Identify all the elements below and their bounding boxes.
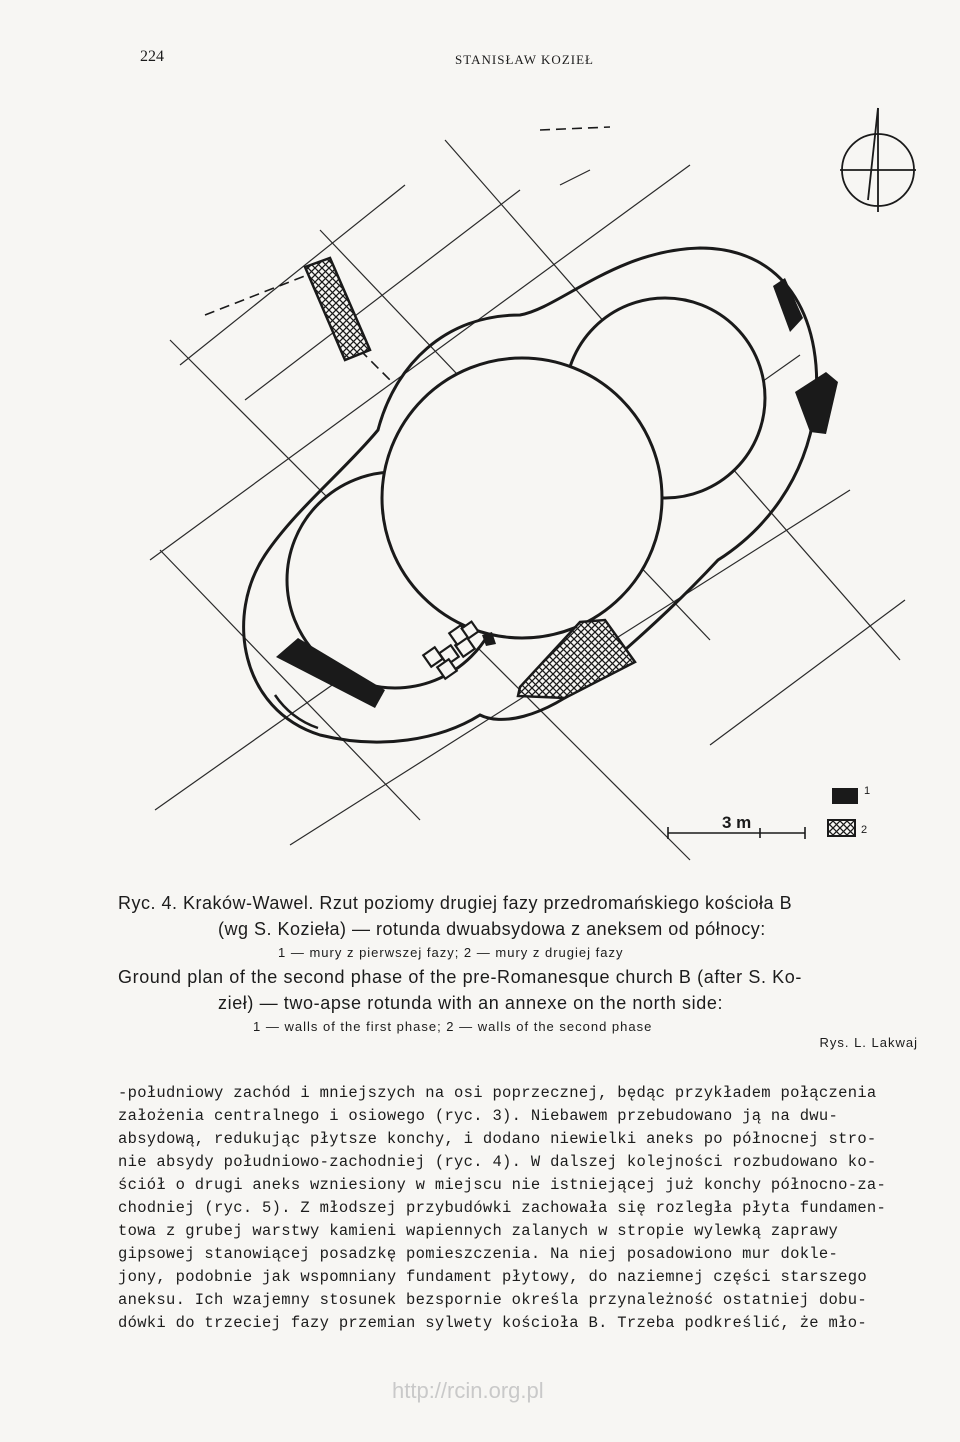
watermark: http://rcin.org.pl bbox=[392, 1378, 544, 1403]
north-arrow-icon bbox=[840, 108, 916, 212]
legend-swatch-solid bbox=[832, 788, 858, 804]
legend bbox=[828, 785, 870, 836]
body-line: dówki do trzeciej fazy przemian sylwety kościoła B. Trzeba podkreślić, że mło- bbox=[118, 1314, 867, 1332]
body-line: gipsowej stanowiącej posadzkę pomieszczenia. Na niej posadowiono mur dokle- bbox=[118, 1245, 839, 1263]
caption-en-line-1: Ground plan of the second phase of the pre-Romanesque church B (after S. Ko- bbox=[118, 967, 802, 987]
drawing-credit: Rys. L. Lakwaj bbox=[819, 1035, 918, 1050]
body-line: nie absydy południowo-zachodniej (ryc. 4). W dalszej kolejności rozbudowano ko- bbox=[118, 1153, 877, 1171]
caption-en-line-2: zieł) — two-apse rotunda with an annexe on the north side: bbox=[218, 993, 724, 1013]
page-number: 224 bbox=[140, 48, 164, 65]
body-line: -południowy zachód i mniejszych na osi poprzecznej, będąc przykładem połączenia bbox=[118, 1084, 877, 1102]
legend-num-1: 1 bbox=[864, 785, 871, 797]
ground-plan-figure bbox=[0, 100, 960, 880]
figure-caption bbox=[118, 893, 928, 1041]
body-line: chodniej (ryc. 5). Z młodszej przybudówki zachowała się rozległa płyta fundamen- bbox=[118, 1199, 887, 1217]
caption-pl-legend: 1 — mury z pierwszej fazy; 2 — mury z drugiej fazy bbox=[278, 945, 624, 960]
body-line: założenia centralnego i osiowego (ryc. 3). Niebawem przebudowano ją na dwu- bbox=[118, 1107, 839, 1125]
legend-num-2: 2 bbox=[861, 824, 868, 836]
ground-plan-drawing bbox=[0, 100, 960, 880]
page-header bbox=[0, 48, 960, 72]
caption-pl-line-2: (wg S. Kozieła) — rotunda dwuabsydowa z aneksem od północy: bbox=[218, 919, 766, 939]
legend-swatch-crosshatch bbox=[828, 820, 855, 836]
body-line: aneksu. Ich wzajemny stosunek bezspornie określa przynależność ostatniej dobu- bbox=[118, 1291, 867, 1309]
rotunda-circles bbox=[287, 298, 765, 688]
running-head: STANISŁAW KOZIEŁ bbox=[455, 52, 594, 67]
body-line: towa z grubej warstwy kamieni wapiennych zalanych w stropie wylewką zaprawy bbox=[118, 1222, 839, 1240]
body-line: absydową, redukując płytsze konchy, i dodano niewielki aneks po północnej stro- bbox=[118, 1130, 877, 1148]
body-line: ściół o drugi aneks wzniesiony w miejscu nie istniejącej już konchy północno-za- bbox=[118, 1176, 887, 1194]
body-line: jony, podobnie jak wspomniany fundament płytowy, do naziemnej części starszego bbox=[118, 1268, 867, 1286]
caption-pl-line-1: Ryc. 4. Kraków-Wawel. Rzut poziomy drugiej fazy przedromańskiego kościoła B bbox=[118, 893, 793, 913]
dashed-lines bbox=[205, 127, 610, 380]
body-paragraph bbox=[118, 1082, 923, 1335]
caption-en-legend: 1 — walls of the first phase; 2 — walls of the second phase bbox=[253, 1019, 653, 1034]
scale-label: 3 m bbox=[722, 813, 752, 832]
